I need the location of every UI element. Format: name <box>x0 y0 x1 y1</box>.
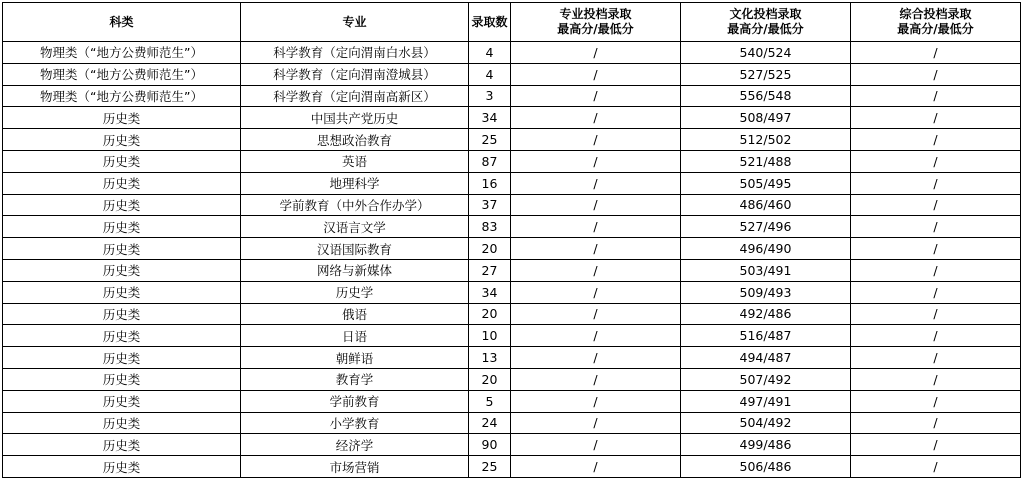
cell-professional-score: / <box>511 194 681 216</box>
cell-count: 25 <box>469 456 511 478</box>
cell-professional-score: / <box>511 281 681 303</box>
cell-cultural-score: 503/491 <box>681 259 851 281</box>
cell-cultural-score: 508/497 <box>681 107 851 129</box>
cell-professional-score: / <box>511 390 681 412</box>
header-cultural-line2: 最高分/最低分 <box>727 22 804 36</box>
cell-count: 10 <box>469 325 511 347</box>
cell-major: 俄语 <box>241 303 469 325</box>
table-row <box>3 129 1021 151</box>
cell-comprehensive-score: / <box>851 325 1021 347</box>
cell-count: 27 <box>469 259 511 281</box>
cell-count: 24 <box>469 412 511 434</box>
cell-count: 3 <box>469 85 511 107</box>
cell-cultural-score: 506/486 <box>681 456 851 478</box>
cell-cultural-score: 496/490 <box>681 238 851 260</box>
cell-professional-score: / <box>511 42 681 64</box>
cell-cultural-score: 507/492 <box>681 368 851 390</box>
cell-cultural-score: 504/492 <box>681 412 851 434</box>
cell-major: 历史学 <box>241 281 469 303</box>
cell-cultural-score: 521/488 <box>681 150 851 172</box>
cell-count: 37 <box>469 194 511 216</box>
cell-major: 学前教育（中外合作办学） <box>241 194 469 216</box>
cell-subject: 历史类 <box>3 216 241 238</box>
cell-major: 科学教育（定向渭南白水县） <box>241 42 469 64</box>
table-row <box>3 281 1021 303</box>
cell-comprehensive-score: / <box>851 85 1021 107</box>
table-header <box>3 3 1021 42</box>
cell-professional-score: / <box>511 325 681 347</box>
cell-count: 90 <box>469 434 511 456</box>
cell-count: 4 <box>469 63 511 85</box>
cell-comprehensive-score: / <box>851 194 1021 216</box>
cell-professional-score: / <box>511 456 681 478</box>
cell-cultural-score: 527/525 <box>681 63 851 85</box>
cell-subject: 历史类 <box>3 238 241 260</box>
cell-major: 汉语国际教育 <box>241 238 469 260</box>
cell-comprehensive-score: / <box>851 238 1021 260</box>
cell-major: 学前教育 <box>241 390 469 412</box>
cell-subject: 历史类 <box>3 259 241 281</box>
cell-subject: 历史类 <box>3 456 241 478</box>
cell-comprehensive-score: / <box>851 216 1021 238</box>
cell-major: 科学教育（定向渭南高新区） <box>241 85 469 107</box>
cell-cultural-score: 494/487 <box>681 347 851 369</box>
cell-professional-score: / <box>511 129 681 151</box>
cell-comprehensive-score: / <box>851 281 1021 303</box>
cell-subject: 历史类 <box>3 325 241 347</box>
table-row <box>3 85 1021 107</box>
table-body <box>3 42 1021 478</box>
cell-subject: 历史类 <box>3 434 241 456</box>
cell-major: 教育学 <box>241 368 469 390</box>
cell-subject: 物理类（“地方公费师范生”） <box>3 63 241 85</box>
cell-cultural-score: 499/486 <box>681 434 851 456</box>
cell-comprehensive-score: / <box>851 129 1021 151</box>
cell-major: 地理科学 <box>241 172 469 194</box>
table-row <box>3 63 1021 85</box>
cell-cultural-score: 492/486 <box>681 303 851 325</box>
admissions-table <box>2 2 1021 478</box>
cell-professional-score: / <box>511 368 681 390</box>
cell-cultural-score: 556/548 <box>681 85 851 107</box>
cell-cultural-score: 486/460 <box>681 194 851 216</box>
cell-major: 小学教育 <box>241 412 469 434</box>
cell-subject: 历史类 <box>3 194 241 216</box>
cell-comprehensive-score: / <box>851 150 1021 172</box>
cell-subject: 历史类 <box>3 347 241 369</box>
cell-comprehensive-score: / <box>851 434 1021 456</box>
cell-subject: 历史类 <box>3 303 241 325</box>
cell-count: 4 <box>469 42 511 64</box>
cell-subject: 历史类 <box>3 412 241 434</box>
cell-professional-score: / <box>511 347 681 369</box>
cell-comprehensive-score: / <box>851 303 1021 325</box>
cell-professional-score: / <box>511 107 681 129</box>
cell-major: 中国共产党历史 <box>241 107 469 129</box>
table-row <box>3 456 1021 478</box>
cell-subject: 物理类（“地方公费师范生”） <box>3 42 241 64</box>
cell-comprehensive-score: / <box>851 456 1021 478</box>
cell-count: 16 <box>469 172 511 194</box>
header-professional-line2: 最高分/最低分 <box>557 22 634 36</box>
cell-professional-score: / <box>511 238 681 260</box>
cell-comprehensive-score: / <box>851 63 1021 85</box>
header-comprehensive-line2: 最高分/最低分 <box>897 22 974 36</box>
header-subject: 科类 <box>3 3 241 42</box>
cell-professional-score: / <box>511 85 681 107</box>
table-row <box>3 172 1021 194</box>
cell-professional-score: / <box>511 63 681 85</box>
cell-count: 20 <box>469 238 511 260</box>
table-row <box>3 259 1021 281</box>
cell-count: 34 <box>469 281 511 303</box>
header-row <box>3 3 1021 42</box>
cell-professional-score: / <box>511 434 681 456</box>
cell-major: 网络与新媒体 <box>241 259 469 281</box>
table-row <box>3 347 1021 369</box>
table-row <box>3 194 1021 216</box>
cell-cultural-score: 509/493 <box>681 281 851 303</box>
table-row <box>3 325 1021 347</box>
header-count: 录取数 <box>469 3 511 42</box>
cell-count: 20 <box>469 368 511 390</box>
cell-subject: 历史类 <box>3 107 241 129</box>
cell-major: 经济学 <box>241 434 469 456</box>
cell-professional-score: / <box>511 172 681 194</box>
cell-count: 87 <box>469 150 511 172</box>
cell-subject: 物理类（“地方公费师范生”） <box>3 85 241 107</box>
table-row <box>3 390 1021 412</box>
cell-count: 25 <box>469 129 511 151</box>
cell-comprehensive-score: / <box>851 368 1021 390</box>
cell-comprehensive-score: / <box>851 107 1021 129</box>
cell-subject: 历史类 <box>3 172 241 194</box>
cell-subject: 历史类 <box>3 281 241 303</box>
table-row <box>3 150 1021 172</box>
cell-major: 朝鲜语 <box>241 347 469 369</box>
cell-cultural-score: 505/495 <box>681 172 851 194</box>
cell-count: 34 <box>469 107 511 129</box>
cell-comprehensive-score: / <box>851 42 1021 64</box>
table-row <box>3 216 1021 238</box>
cell-count: 20 <box>469 303 511 325</box>
header-comprehensive-line1: 综合投档录取 <box>899 7 972 21</box>
cell-major: 英语 <box>241 150 469 172</box>
table-row <box>3 107 1021 129</box>
header-major: 专业 <box>241 3 469 42</box>
table-row <box>3 412 1021 434</box>
cell-professional-score: / <box>511 412 681 434</box>
cell-subject: 历史类 <box>3 129 241 151</box>
cell-major: 市场营销 <box>241 456 469 478</box>
cell-cultural-score: 497/491 <box>681 390 851 412</box>
cell-comprehensive-score: / <box>851 347 1021 369</box>
cell-cultural-score: 527/496 <box>681 216 851 238</box>
header-professional-score <box>511 3 681 42</box>
table-row <box>3 368 1021 390</box>
cell-cultural-score: 512/502 <box>681 129 851 151</box>
cell-count: 83 <box>469 216 511 238</box>
table-row <box>3 238 1021 260</box>
cell-count: 5 <box>469 390 511 412</box>
cell-major: 思想政治教育 <box>241 129 469 151</box>
table-row <box>3 434 1021 456</box>
cell-major: 日语 <box>241 325 469 347</box>
table-row <box>3 42 1021 64</box>
table-row <box>3 303 1021 325</box>
cell-subject: 历史类 <box>3 150 241 172</box>
cell-major: 科学教育（定向渭南澄城县） <box>241 63 469 85</box>
cell-professional-score: / <box>511 150 681 172</box>
header-professional-line1: 专业投档录取 <box>559 7 632 21</box>
cell-subject: 历史类 <box>3 368 241 390</box>
cell-comprehensive-score: / <box>851 172 1021 194</box>
cell-professional-score: / <box>511 303 681 325</box>
cell-comprehensive-score: / <box>851 259 1021 281</box>
cell-comprehensive-score: / <box>851 390 1021 412</box>
header-cultural-line1: 文化投档录取 <box>729 7 802 21</box>
cell-professional-score: / <box>511 216 681 238</box>
cell-major: 汉语言文学 <box>241 216 469 238</box>
header-comprehensive-score <box>851 3 1021 42</box>
cell-count: 13 <box>469 347 511 369</box>
header-cultural-score <box>681 3 851 42</box>
cell-cultural-score: 516/487 <box>681 325 851 347</box>
cell-cultural-score: 540/524 <box>681 42 851 64</box>
cell-professional-score: / <box>511 259 681 281</box>
cell-subject: 历史类 <box>3 390 241 412</box>
cell-comprehensive-score: / <box>851 412 1021 434</box>
